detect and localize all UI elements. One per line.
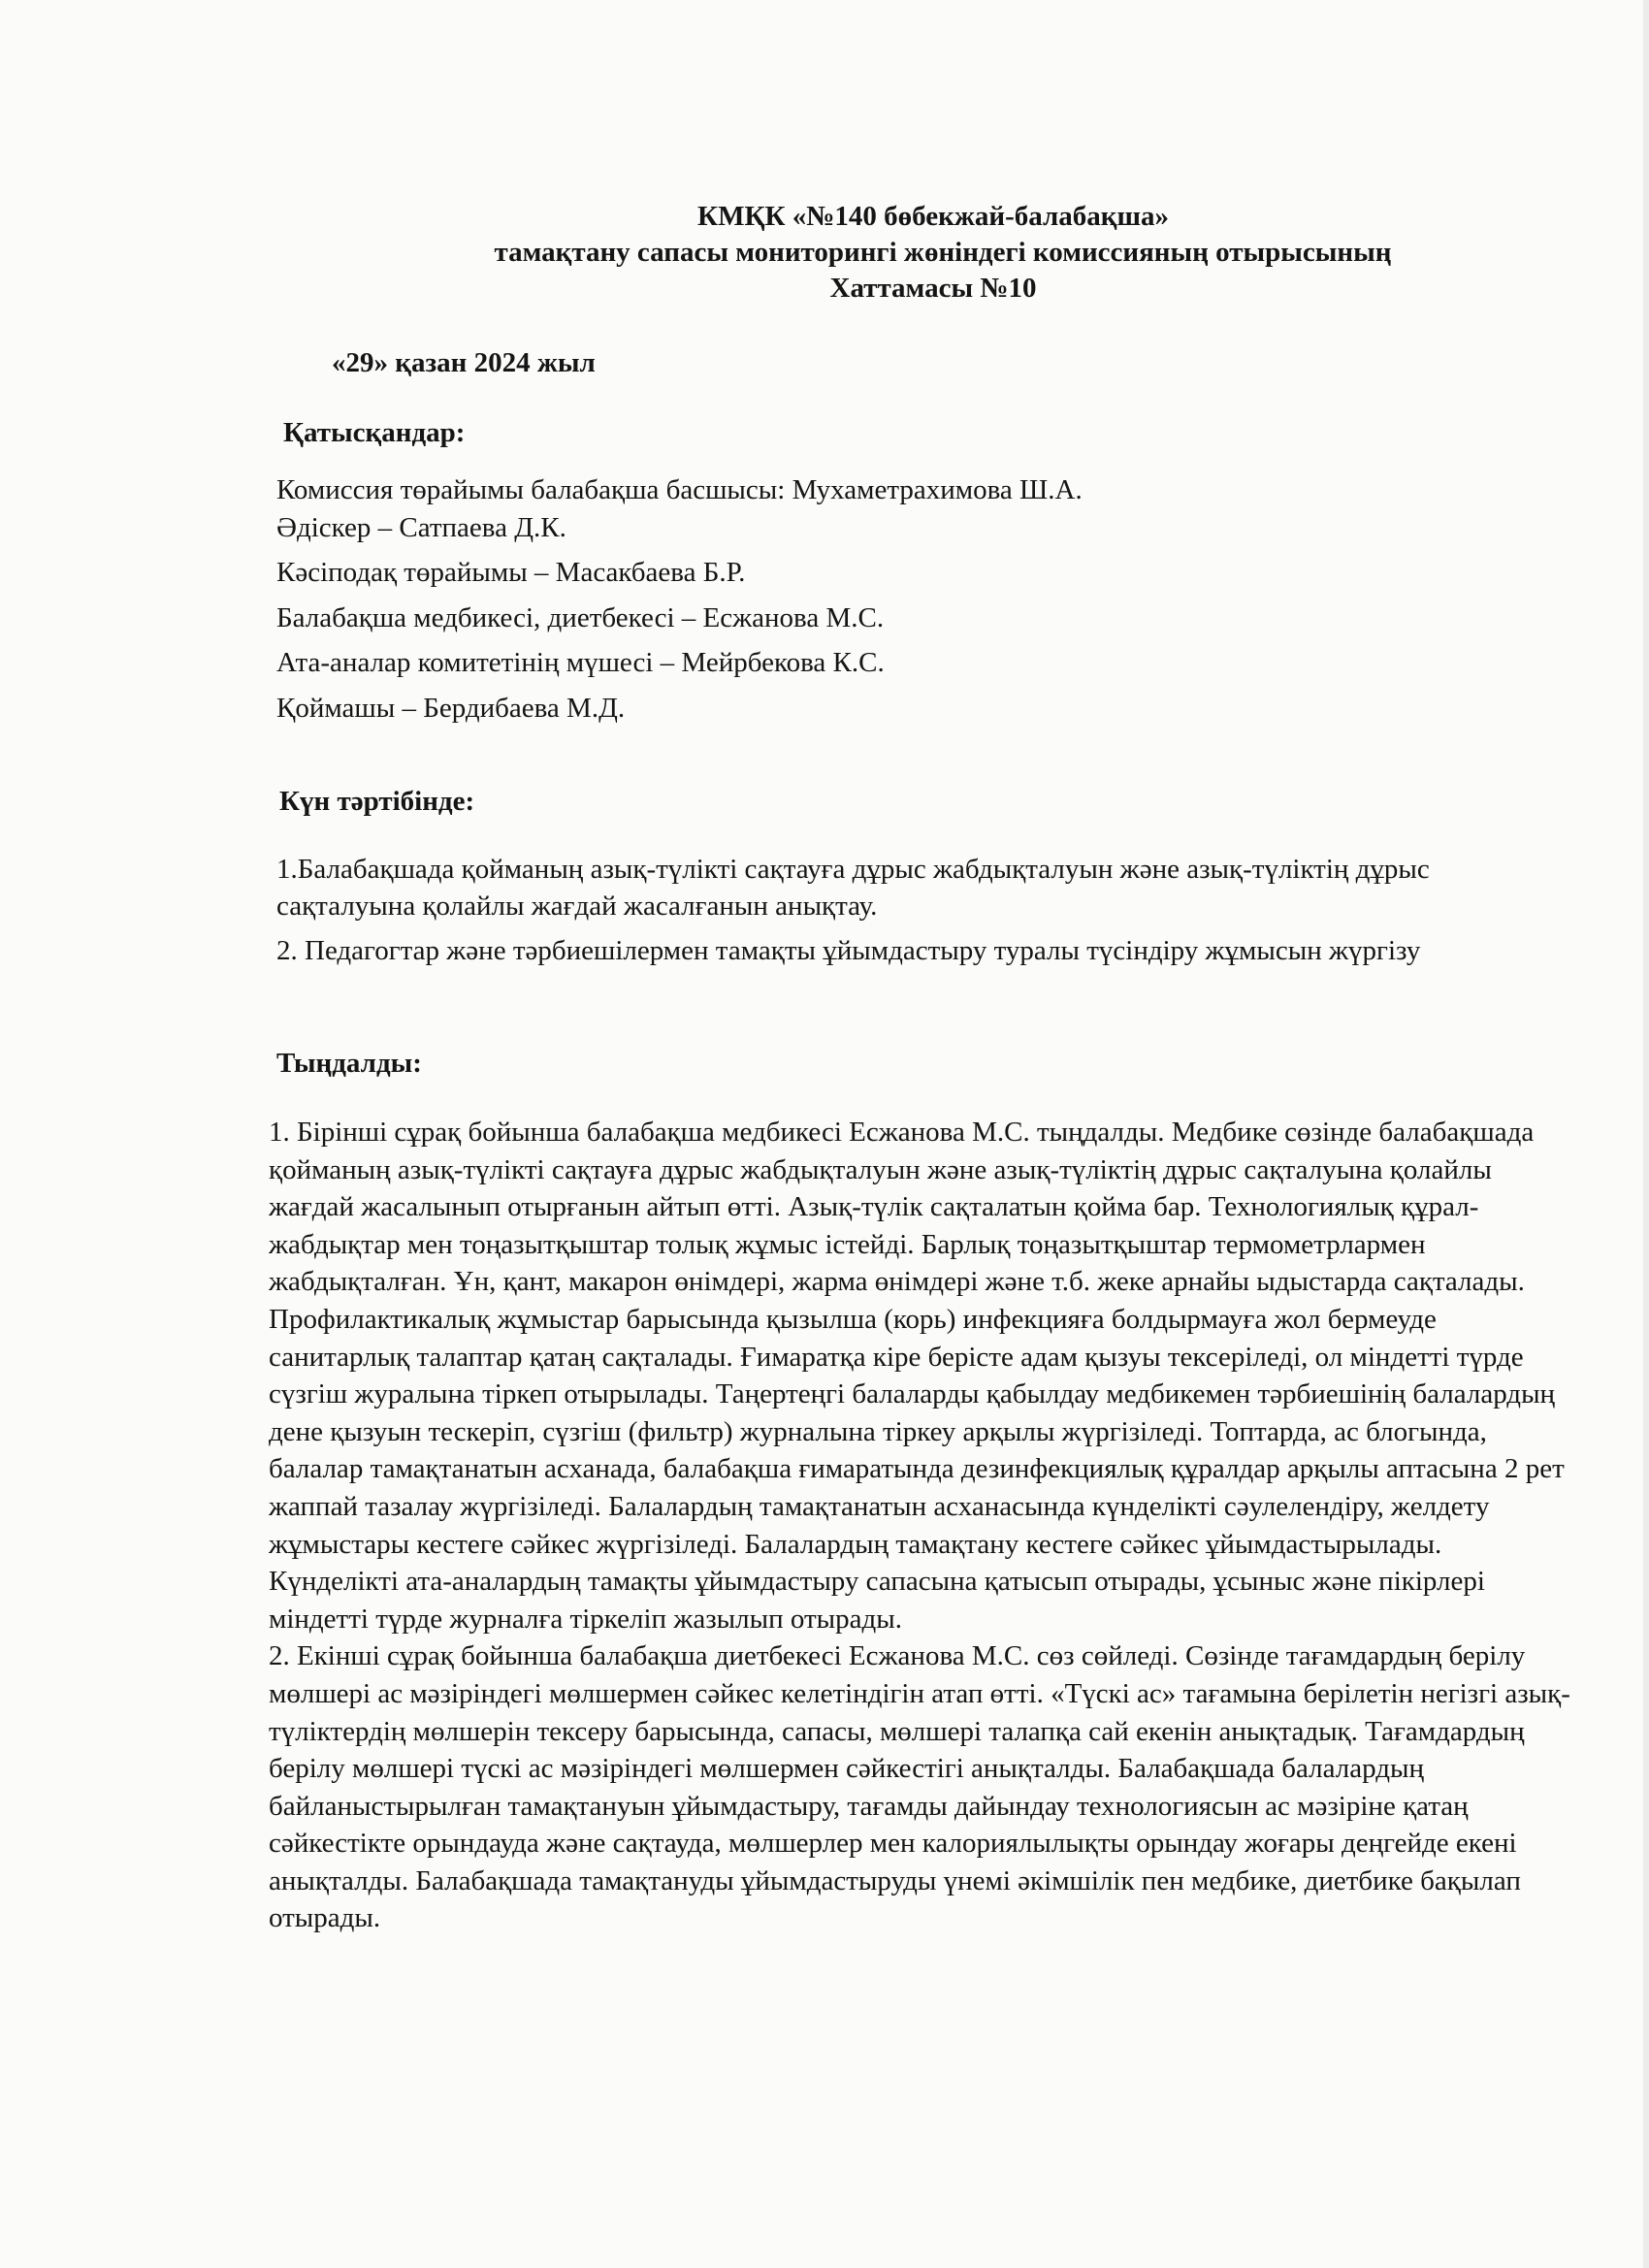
participant-item: Кәсіподақ төрайымы – Масакбаева Б.Р. [276, 557, 746, 588]
participant-item: Әдіскер – Сатпаева Д.К. [276, 511, 566, 543]
agenda-title: Күн тәртібінде: [279, 786, 475, 817]
header-organization: КМҚК «№140 бөбекжай-балабақша» [697, 201, 1169, 232]
agenda-item: 2. Педагогтар және тәрбиешілермен тамақты ұйымдастыру туралы түсіндіру жұмысын жүргізу [276, 935, 1421, 966]
participant-item: Қоймашы – Бердибаева М.Д. [276, 692, 626, 724]
heard-title: Тыңдалды: [276, 1048, 422, 1079]
participant-item: Балабақша медбикесі, диетбекесі – Есжанова М.С. [276, 601, 885, 633]
agenda-list [276, 851, 1567, 969]
heard-paragraph: 1. Бірінші сұрақ бойынша балабақша медбикесі Есжанова М.С. тыңдалды. Медбике сөзінде балабақшада қойманың азық-түлікті сақтауға дұрыс жабдықталуын және азық-түліктің дұрыс сақталуына қолайлы жағдай жасалынып отырғанын айтып өтті. Азық-түлік сақталатын қойма бар. Технологиялық құрал-жабдықтар мен тоңазытқыштар толық жұмыс істейді. Барлық тоңазытқыштар термометрлармен жабдықталған. Ұн, қант, макарон өнімдері, жарма өнімдері және т.б. жеке арнайы ыдыстарда сақталады. Профилактикалық жұмыстар барысында қызылша (корь) инфекцияға болдырмауға жол бермеуде санитарлық талаптар қатаң сақталады. Ғимаратқа кіре берісте адам қызуы тексеріледі, ол міндетті түрде сүзгіш журалына тіркеп отырылады. Таңертеңгі балаларды қабылдау медбикемен тәрбиешінің балалардың дене қызуын тескеріп, сүзгіш (фильтр) журналына тіркеу арқылы жүргізіледі. Топтарда, ас блогында, балалар тамақтанатын асханада, балабақша ғимаратында дезинфекциялық құралдар арқылы аптасына 2 рет жаппай тазалау жүргізіледі. Балалардың тамақтанатын асханасында күнделікті сәулелендіру, желдету жұмыстары кестеге сәйкес жүргізіледі. Балалардың тамақтану кестеге сәйкес ұйымдастырылады. Күнделікті ата-аналардың тамақты ұйымдастыру сапасына қатысып отырады, ұсыныс және пікірлері міндетті түрде журналға тіркеліп жазылып отырады. [269, 1117, 1565, 1635]
protocol-date: «29» қазан 2024 жыл [332, 347, 596, 378]
scan-edge [1643, 0, 1649, 2268]
heard-body [269, 1114, 1573, 1937]
participants-title: Қатысқандар: [283, 417, 466, 448]
participants-list [276, 471, 1440, 727]
document-header [0, 199, 1649, 307]
header-protocol-number: Хаттамасы №10 [829, 273, 1037, 304]
header-commission: тамақтану сапасы мониторингі жөніндегі комиссияның отырысының [494, 237, 1392, 268]
heard-paragraph: 2. Екінші сұрақ бойынша балабақша диетбекесі Есжанова М.С. сөз сөйледі. Сөзінде тағамдардың берілу мөлшері ас мәзіріндегі мөлшермен сәйкес келетіндігін атап өтті. «Түскі ас» тағамына берілетін негізгі азық-түліктердің мөлшерін тексеру барысында, сапасы, мөлшері талапқа сай екенін анықтадық. Тағамдардың берілу мөлшері түскі ас мәзіріндегі мөлшермен сәйкестігі анықталды. Балабақшада балалардың байланыстырылған тамақтануын ұйымдастыру, тағамды дайындау технологиясын ас мәзіріне қатаң сәйкестікте орындауда және сақтауда, мөлшерлер мен калориялылықты орындау жоғары деңгейде екені анықталды. Балабақшада тамақтануды ұйымдастыруды үнемі әкімшілік пен медбике, диетбике бақылап отырады. [269, 1640, 1570, 1934]
participant-item: Ата-аналар комитетінің мүшесі – Мейрбекова К.С. [276, 647, 885, 678]
agenda-item: 1.Балабақшада қойманың азық-түлікті сақтауға дұрыс жабдықталуын және азық-түліктің дұрыс сақталуына қолайлы жағдай жасалғанын анықтау. [276, 854, 1430, 922]
participant-item: Комиссия төрайымы балабақша басшысы: Мухаметрахимова Ш.А. [276, 474, 1083, 505]
